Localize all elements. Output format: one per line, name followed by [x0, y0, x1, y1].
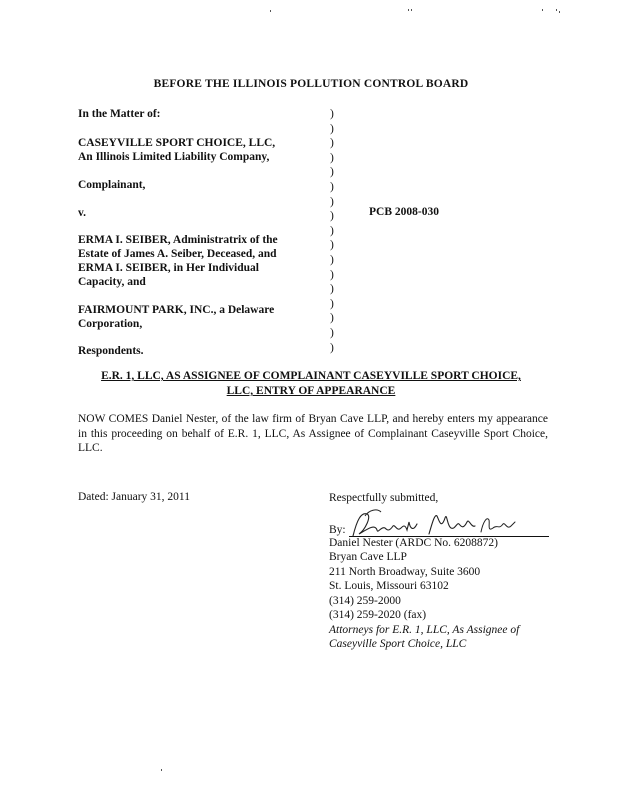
attorneys-for-line-1: Attorneys for E.R. 1, LLC, As Assignee of [329, 623, 520, 636]
complainant-description: An Illinois Limited Liability Company, [78, 151, 270, 163]
scan-speck [411, 9, 412, 11]
caption-paren: ) [330, 180, 334, 193]
caption-paren: ) [330, 326, 334, 339]
by-label: By: [329, 523, 346, 536]
respondent-1-line-1: ERMA I. SEIBER, Administratrix of the [78, 234, 278, 246]
caption-paren: ) [330, 268, 334, 281]
respondent-1-line-2: Estate of James A. Seiber, Deceased, and [78, 248, 277, 260]
scan-speck [161, 769, 162, 771]
title-line-2: LLC, ENTRY OF APPEARANCE [226, 385, 396, 397]
case-number: PCB 2008-030 [369, 206, 439, 218]
versus-label: v. [78, 207, 86, 219]
respondents-label: Respondents. [78, 345, 144, 357]
caption-paren: ) [330, 224, 334, 237]
caption-paren: ) [330, 312, 334, 325]
caption-paren: ) [330, 239, 334, 252]
respondent-2-line-2: Corporation, [78, 318, 143, 330]
in-the-matter-label: In the Matter of: [78, 108, 161, 120]
firm-name: Bryan Cave LLP [329, 551, 407, 563]
caption-paren: ) [330, 341, 334, 354]
scan-speck [559, 11, 560, 13]
caption-parenthesis-column [330, 107, 338, 355]
respondent-1-line-4: Capacity, and [78, 276, 146, 288]
appearance-paragraph: NOW COMES Daniel Nester, of the law firm of Bryan Cave LLP, and hereby enters my appearance in this proceeding on behalf of E.R. 1, LLC, As Assignee of Complainant Caseyville Sport Choice, LLC. [78, 413, 548, 454]
caption-paren: ) [330, 137, 334, 150]
signature-line [329, 506, 559, 536]
scan-speck [408, 9, 409, 11]
complainant-label: Complainant, [78, 179, 146, 191]
caption-paren: ) [330, 253, 334, 266]
address-line-2: St. Louis, Missouri 63102 [329, 580, 449, 592]
caption-paren: ) [330, 297, 334, 310]
document-title [0, 369, 622, 399]
phone-number: (314) 259-2000 [329, 594, 401, 607]
caption-paren: ) [330, 210, 334, 223]
scan-speck [542, 9, 543, 11]
signature-block [329, 491, 559, 652]
handwritten-signature [347, 506, 527, 542]
scan-speck [270, 10, 271, 12]
caption-paren: ) [330, 108, 334, 120]
caption-paren: ) [330, 122, 334, 135]
scan-speck [556, 9, 557, 11]
board-heading: BEFORE THE ILLINOIS POLLUTION CONTROL BOARD [153, 78, 469, 90]
fax-number: (314) 259-2020 (fax) [329, 609, 427, 621]
address-line-1: 211 North Broadway, Suite 3600 [329, 565, 481, 578]
caption-paren: ) [330, 195, 334, 208]
closing-text: Respectfully submitted, [329, 492, 439, 504]
caption-paren: ) [330, 151, 334, 164]
complainant-name: CASEYVILLE SPORT CHOICE, LLC, [78, 137, 276, 149]
dated-line: Dated: January 31, 2011 [78, 491, 190, 503]
title-line-1: E.R. 1, LLC, AS ASSIGNEE OF COMPLAINANT CASEYVILLE SPORT CHOICE, [101, 370, 521, 382]
caption-paren: ) [330, 283, 334, 296]
caption-paren: ) [330, 166, 334, 179]
respondent-1-line-3: ERMA I. SEIBER, in Her Individual [78, 262, 259, 274]
attorneys-for-line-2: Caseyville Sport Choice, LLC [329, 638, 467, 650]
attorney-name-line: Daniel Nester (ARDC No. 6208872) [329, 536, 498, 549]
respondent-2-line-1: FAIRMOUNT PARK, INC., a Delaware [78, 304, 275, 316]
